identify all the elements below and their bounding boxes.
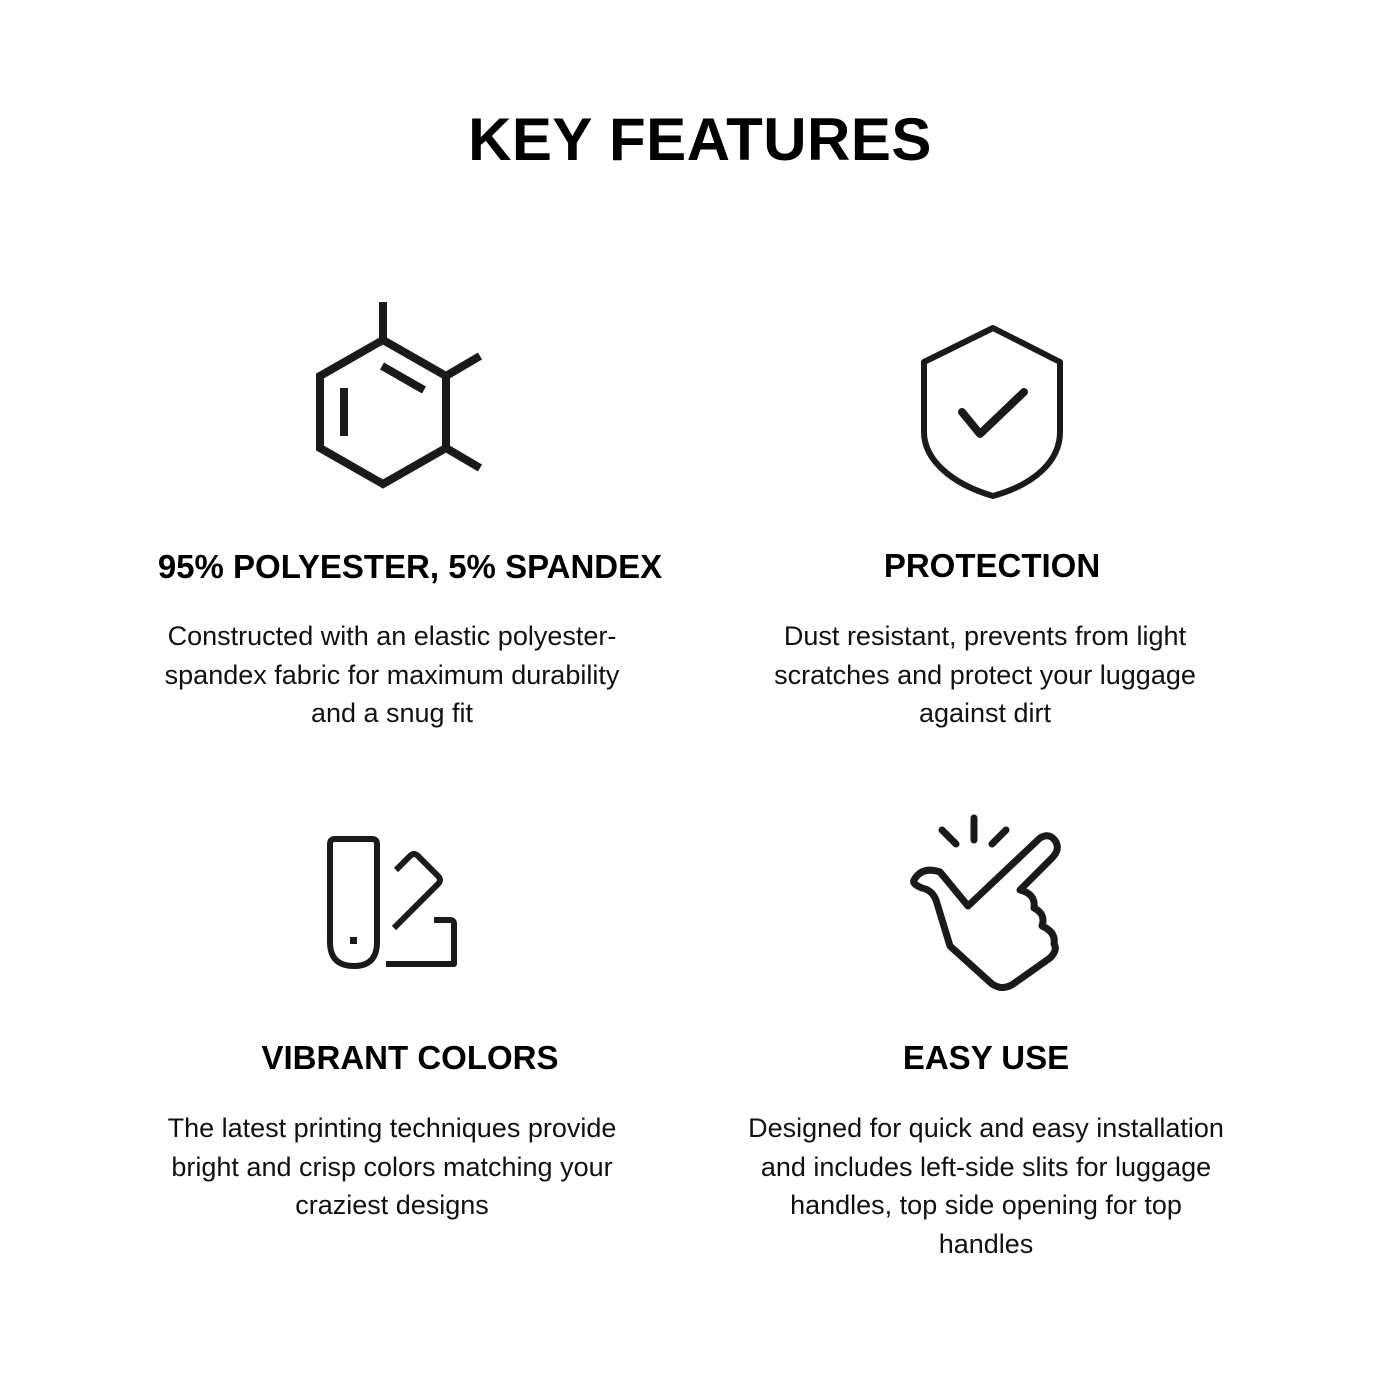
feature-description-fabric: Constructed with an elastic polyester-spandex fabric for maximum durability and a snug fit [164,621,620,728]
page-title: KEY FEATURES [468,106,932,173]
feature-description-colors: The latest printing techniques provide bright and crisp colors matching your craziest designs [167,1113,617,1220]
feature-heading-protection: PROTECTION [883,547,1101,584]
color-swatch-icon [322,832,462,974]
feature-heading-easy-use: EASY USE [902,1039,1070,1076]
molecule-icon [300,296,490,496]
feature-heading-fabric: 95% POLYESTER, 5% SPANDEX [157,548,663,585]
hand-tap-icon [900,810,1070,994]
shield-check-icon [912,320,1072,504]
feature-heading-colors: VIBRANT COLORS [261,1039,559,1076]
feature-description-easy-use: Designed for quick and easy installation and includes left-side slits for luggage handles, top side opening for top handles [748,1113,1224,1259]
feature-description-protection: Dust resistant, prevents from light scratches and protect your luggage against dirt [774,621,1196,728]
